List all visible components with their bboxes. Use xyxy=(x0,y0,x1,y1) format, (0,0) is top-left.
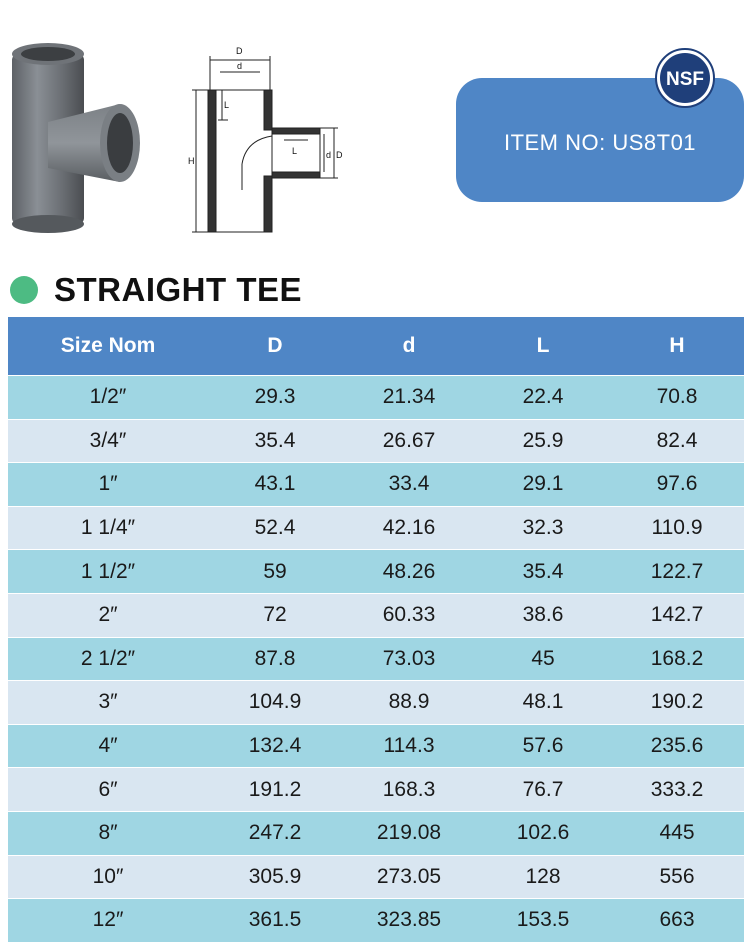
cell-D: 247.2 xyxy=(208,811,342,855)
cell-H: 663 xyxy=(610,899,744,942)
cell-d: 88.9 xyxy=(342,681,476,725)
table-row xyxy=(8,550,744,594)
cell-D: 361.5 xyxy=(208,899,342,942)
cell-D: 59 xyxy=(208,550,342,594)
cell-d: 26.67 xyxy=(342,419,476,463)
cell-H: 190.2 xyxy=(610,681,744,725)
cell-L: 76.7 xyxy=(476,768,610,812)
cell-H: 445 xyxy=(610,811,744,855)
column-header-D: D xyxy=(208,317,342,376)
cell-L: 48.1 xyxy=(476,681,610,725)
cell-size-nom: 8″ xyxy=(8,811,208,855)
cell-D: 132.4 xyxy=(208,724,342,768)
cell-size-nom: 2 1/2″ xyxy=(8,637,208,681)
page-title: STRAIGHT TEE xyxy=(54,271,303,308)
column-header-H: H xyxy=(610,317,744,376)
table-row xyxy=(8,811,744,855)
tee-technical-drawing xyxy=(188,40,348,235)
table-row xyxy=(8,681,744,725)
column-header-size: Size Nom xyxy=(8,317,208,376)
cell-H: 70.8 xyxy=(610,376,744,420)
nsf-logo-text: NSF xyxy=(666,69,704,90)
cell-size-nom: 2″ xyxy=(8,593,208,637)
table-row xyxy=(8,419,744,463)
cell-H: 235.6 xyxy=(610,724,744,768)
cell-L: 102.6 xyxy=(476,811,610,855)
cell-H: 556 xyxy=(610,855,744,899)
cell-H: 142.7 xyxy=(610,593,744,637)
cell-L: 38.6 xyxy=(476,593,610,637)
cell-H: 333.2 xyxy=(610,768,744,812)
dimension-table xyxy=(8,317,744,942)
item-number-text: ITEM NO: US8T01 xyxy=(503,130,697,155)
cell-D: 43.1 xyxy=(208,463,342,507)
cell-size-nom: 1/2″ xyxy=(8,376,208,420)
cell-H: 168.2 xyxy=(610,637,744,681)
table-header-row xyxy=(8,317,744,376)
cell-d: 42.16 xyxy=(342,506,476,550)
cell-H: 110.9 xyxy=(610,506,744,550)
cell-H: 82.4 xyxy=(610,419,744,463)
cell-d: 48.26 xyxy=(342,550,476,594)
cell-d: 219.08 xyxy=(342,811,476,855)
table-row xyxy=(8,899,744,942)
table-row xyxy=(8,593,744,637)
cell-D: 87.8 xyxy=(208,637,342,681)
cell-D: 191.2 xyxy=(208,768,342,812)
cell-d: 73.03 xyxy=(342,637,476,681)
cell-d: 323.85 xyxy=(342,899,476,942)
table-row xyxy=(8,724,744,768)
cell-size-nom: 10″ xyxy=(8,855,208,899)
cell-d: 114.3 xyxy=(342,724,476,768)
column-header-d: d xyxy=(342,317,476,376)
cell-size-nom: 3″ xyxy=(8,681,208,725)
table-row xyxy=(8,376,744,420)
cell-d: 60.33 xyxy=(342,593,476,637)
cell-D: 52.4 xyxy=(208,506,342,550)
cell-size-nom: 3/4″ xyxy=(8,419,208,463)
cell-d: 273.05 xyxy=(342,855,476,899)
cell-L: 25.9 xyxy=(476,419,610,463)
nsf-logo-icon xyxy=(655,48,715,108)
tee-product-photo xyxy=(8,40,148,235)
cell-L: 29.1 xyxy=(476,463,610,507)
table-row xyxy=(8,637,744,681)
drawing-label-d: d xyxy=(237,61,243,71)
cell-d: 21.34 xyxy=(342,376,476,420)
cell-L: 128 xyxy=(476,855,610,899)
cell-size-nom: 4″ xyxy=(8,724,208,768)
cell-size-nom: 1″ xyxy=(8,463,208,507)
column-header-L: L xyxy=(476,317,610,376)
cell-L: 57.6 xyxy=(476,724,610,768)
section-title xyxy=(10,264,302,316)
cell-size-nom: 1 1/4″ xyxy=(8,506,208,550)
cell-L: 153.5 xyxy=(476,899,610,942)
cell-size-nom: 6″ xyxy=(8,768,208,812)
cell-L: 45 xyxy=(476,637,610,681)
cell-D: 104.9 xyxy=(208,681,342,725)
cell-D: 29.3 xyxy=(208,376,342,420)
drawing-label-d-branch: d xyxy=(326,150,332,160)
cell-D: 305.9 xyxy=(208,855,342,899)
drawing-label-L-branch: L xyxy=(292,146,298,156)
cell-size-nom: 1 1/2″ xyxy=(8,550,208,594)
cell-d: 33.4 xyxy=(342,463,476,507)
drawing-label-D-branch: D xyxy=(336,150,343,160)
cell-D: 72 xyxy=(208,593,342,637)
cell-H: 122.7 xyxy=(610,550,744,594)
cell-d: 168.3 xyxy=(342,768,476,812)
cell-L: 35.4 xyxy=(476,550,610,594)
drawing-label-D: D xyxy=(236,46,243,56)
cell-L: 22.4 xyxy=(476,376,610,420)
cell-size-nom: 12″ xyxy=(8,899,208,942)
table-row xyxy=(8,768,744,812)
table-row xyxy=(8,855,744,899)
cell-D: 35.4 xyxy=(208,419,342,463)
table-row xyxy=(8,463,744,507)
cell-L: 32.3 xyxy=(476,506,610,550)
cell-H: 97.6 xyxy=(610,463,744,507)
table-row xyxy=(8,506,744,550)
bullet-dot-icon xyxy=(10,276,38,304)
drawing-label-L-vertical: L xyxy=(224,100,230,110)
drawing-label-H: H xyxy=(188,156,195,166)
